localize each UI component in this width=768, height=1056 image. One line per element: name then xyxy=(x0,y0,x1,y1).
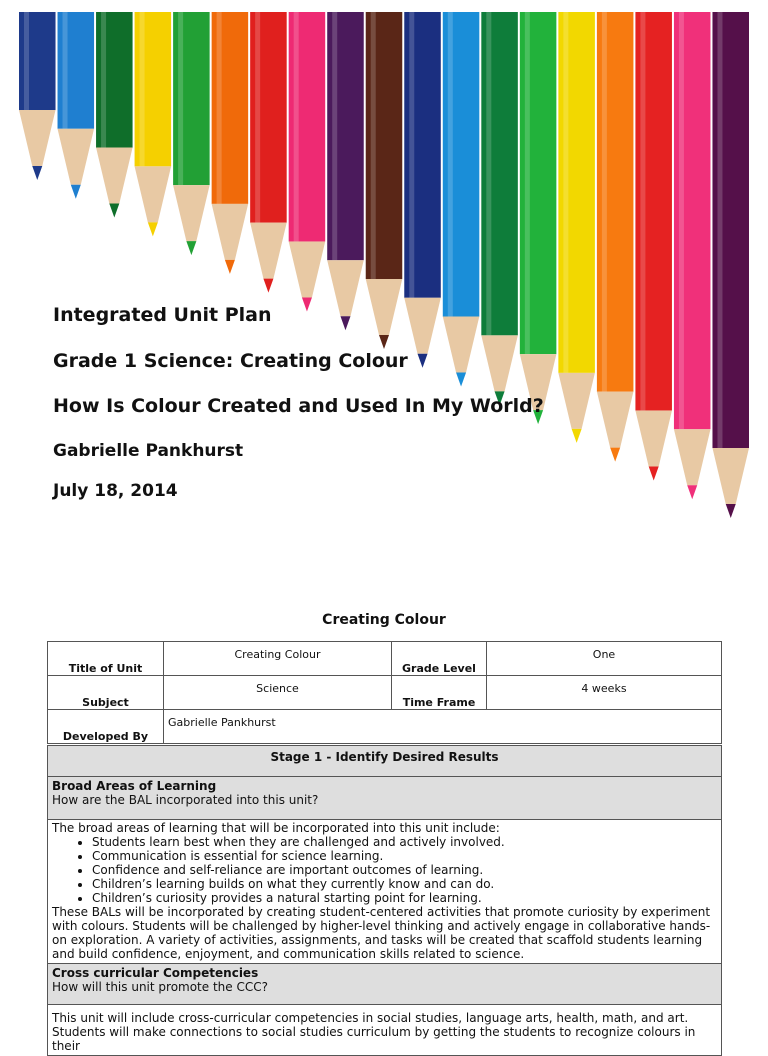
ccc-content-cell xyxy=(48,1005,722,1056)
pencil-highlight xyxy=(24,12,29,110)
pencil xyxy=(58,12,95,199)
document-title: Creating Colour xyxy=(322,612,446,628)
pencil-tip xyxy=(610,448,620,462)
stage1-heading: Stage 1 - Identify Desired Results xyxy=(48,746,722,777)
developed-by-value: Gabrielle Pankhurst xyxy=(164,710,722,744)
pencil-wood xyxy=(58,129,95,185)
pencil-wood xyxy=(366,279,403,335)
time-frame-label: Time Frame xyxy=(392,676,487,710)
pencil-wood xyxy=(481,335,518,391)
title-of-unit-value: Creating Colour xyxy=(164,642,392,676)
table-row xyxy=(48,964,722,1005)
list-item: • Children’s learning builds on what they currently know and can do. xyxy=(92,877,717,891)
pencil xyxy=(135,12,172,236)
pencil xyxy=(404,12,441,368)
ccc-paragraph: This unit will include cross-curricular competencies in social studies, language arts, health, math, and art. Students will make connections to social studies curriculum by getting the students to recognize colours in their xyxy=(52,1011,696,1053)
developed-by-label: Developed By xyxy=(48,710,164,744)
pencil-highlight xyxy=(217,12,222,204)
grade-level-label: Grade Level xyxy=(392,642,487,676)
cover-date: July 18, 2014 xyxy=(53,481,178,501)
pencil-wood xyxy=(289,241,326,297)
pencil-highlight xyxy=(63,12,68,129)
bal-paragraph: These BALs will be incorporated by creating student-centered activities that promote curiosity by experiment with colours. Students will be challenged by higher-level thinking and actively engage in collaborative hands-on exploration. A variety of activities, assignments, and tasks will be created that scaffold students learning and build confidence, enjoyment, and communication skills related to science. xyxy=(52,905,711,961)
pencil-highlight xyxy=(563,12,568,373)
pencil-tip xyxy=(225,260,235,274)
pencil-wood xyxy=(135,166,172,222)
pencil xyxy=(597,12,634,462)
pencil-highlight xyxy=(640,12,645,410)
pencil-wood xyxy=(443,317,480,373)
pencil-highlight xyxy=(409,12,414,298)
table-row xyxy=(48,710,722,744)
pencil-tip xyxy=(379,335,389,349)
bal-heading: Broad Areas of Learning xyxy=(52,779,217,793)
table-row xyxy=(48,1005,722,1056)
pencil xyxy=(366,12,403,349)
list-item: • Communication is essential for science learning. xyxy=(92,849,717,863)
list-item: • Confidence and self-reliance are important outcomes of learning. xyxy=(92,863,717,877)
pencil-highlight xyxy=(140,12,145,166)
pencil-wood xyxy=(404,298,441,354)
pencil-highlight xyxy=(332,12,337,260)
table-row xyxy=(48,642,722,676)
pencil-tip xyxy=(340,316,350,330)
pencil-highlight xyxy=(602,12,607,392)
table-row xyxy=(48,820,722,964)
pencil-tip xyxy=(302,297,312,311)
pencil-highlight xyxy=(717,12,722,448)
pencil-wood xyxy=(712,448,749,504)
pencil-wood xyxy=(96,148,133,204)
table-row xyxy=(48,746,722,777)
pencil-tip xyxy=(418,354,428,368)
pencil-tip xyxy=(687,485,697,499)
bal-content-cell xyxy=(48,820,722,964)
pencil xyxy=(481,12,518,405)
pencil xyxy=(712,12,749,518)
ccc-heading: Cross curricular Competencies xyxy=(52,966,259,980)
pencil xyxy=(674,12,711,499)
pencil-highlight xyxy=(178,12,183,185)
grade-level-value: One xyxy=(487,642,722,676)
bal-question: How are the BAL incorporated into this unit? xyxy=(52,793,319,807)
unit-subtitle: Grade 1 Science: Creating Colour xyxy=(53,350,408,372)
pencil-highlight xyxy=(371,12,376,279)
pencil-highlight xyxy=(294,12,299,241)
subject-label: Subject xyxy=(48,676,164,710)
pencil-wood xyxy=(674,429,711,485)
bal-list xyxy=(52,835,717,905)
pencil-tip xyxy=(726,504,736,518)
pencil-tip xyxy=(148,222,158,236)
title-of-unit-label: Title of Unit xyxy=(48,642,164,676)
table-row xyxy=(48,777,722,820)
pencil xyxy=(520,12,557,424)
pencil xyxy=(19,12,56,180)
pencil-wood xyxy=(635,410,672,466)
subject-value: Science xyxy=(164,676,392,710)
unit-plan-title: Integrated Unit Plan xyxy=(53,304,272,326)
pencil-tip xyxy=(32,166,42,180)
time-frame-value: 4 weeks xyxy=(487,676,722,710)
pencil xyxy=(289,12,326,311)
pencil-tip xyxy=(649,466,659,480)
pencil-wood xyxy=(173,185,210,241)
pencil-wood xyxy=(558,373,595,429)
pencil-wood xyxy=(597,392,634,448)
pencil-tip xyxy=(456,373,466,387)
pencil-wood xyxy=(19,110,56,166)
pencil xyxy=(558,12,595,443)
pencil-tip xyxy=(186,241,196,255)
pencil-highlight xyxy=(448,12,453,317)
bal-intro: The broad areas of learning that will be incorporated into this unit include: xyxy=(52,821,500,835)
pencil xyxy=(96,12,133,218)
pencil-highlight xyxy=(679,12,684,429)
pencil-wood xyxy=(250,223,287,279)
list-item: • Children’s curiosity provides a natural starting point for learning. xyxy=(92,891,717,905)
pencil-tip xyxy=(109,204,119,218)
pencil-highlight xyxy=(255,12,260,223)
pencil-tip xyxy=(263,279,273,293)
pencil xyxy=(250,12,287,293)
pencil-highlight xyxy=(101,12,106,148)
stage1-table xyxy=(47,745,722,1056)
pencil-highlight xyxy=(486,12,491,335)
ccc-header-cell xyxy=(48,964,722,1005)
pencil-wood xyxy=(212,204,249,260)
ccc-question: How will this unit promote the CCC? xyxy=(52,980,268,994)
pencil-tip xyxy=(71,185,81,199)
pencil xyxy=(327,12,364,330)
pencil xyxy=(212,12,249,274)
pencil-tip xyxy=(572,429,582,443)
unit-question: How Is Colour Created and Used In My World? xyxy=(53,395,544,417)
pencil xyxy=(635,12,672,480)
list-item: • Students learn best when they are challenged and actively involved. xyxy=(92,835,717,849)
pencil-highlight xyxy=(525,12,530,354)
table-row xyxy=(48,676,722,710)
unit-info-table xyxy=(47,641,722,744)
pencil xyxy=(443,12,480,387)
pencil xyxy=(173,12,210,255)
bal-header-cell xyxy=(48,777,722,820)
author-name: Gabrielle Pankhurst xyxy=(53,441,244,461)
pencil-wood xyxy=(327,260,364,316)
